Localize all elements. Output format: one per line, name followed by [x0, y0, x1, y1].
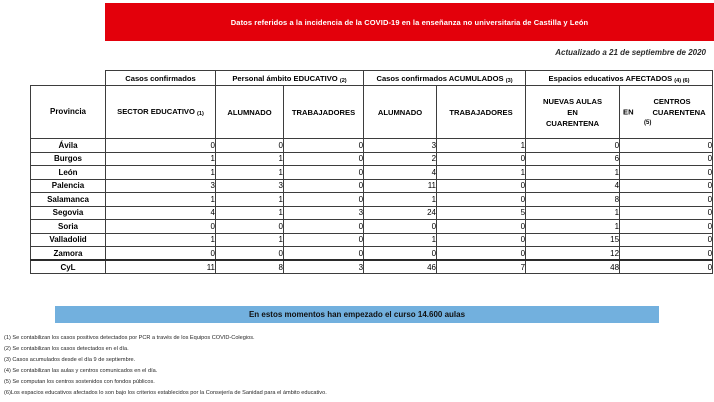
- cell-nuevas-aulas-cuarentena: 1: [526, 206, 620, 220]
- column-header-centros-line1: CENTROS: [653, 97, 691, 107]
- cell-trabajadores-acumulado: 0: [437, 247, 526, 261]
- table-sub-header-row: [31, 86, 713, 139]
- cell-centros-cuarentena: 0: [620, 179, 713, 193]
- covid-education-table: [30, 70, 713, 274]
- column-header-trabajadores-acumulado-label: TRABAJADORES: [449, 107, 513, 117]
- table-row: [31, 179, 713, 193]
- column-header-alumnado-acumulado: [364, 86, 437, 139]
- footnote-2: (2) Se contabilizan los casos detectados en el día.: [4, 346, 129, 353]
- column-header-alumnado-personal: [216, 86, 284, 139]
- cell-trabajadores-personal: 0: [284, 179, 364, 193]
- cell-alumnado-acumulado: 0: [364, 220, 437, 234]
- cell-centros-cuarentena: 0: [620, 233, 713, 247]
- cell-trabajadores-acumulado: 5: [437, 206, 526, 220]
- cell-centros-cuarentena: 0: [620, 139, 713, 153]
- table-row: [31, 166, 713, 180]
- column-header-centros-line3: (5): [644, 119, 652, 126]
- cell-trabajadores-personal: 0: [284, 247, 364, 261]
- group-header-casos-acumulados-label: Casos confirmados ACUMULADOS: [376, 73, 504, 83]
- cell-trabajadores-personal: 0: [284, 166, 364, 180]
- cell-alumnado-personal: 1: [216, 233, 284, 247]
- column-header-provincia: [31, 86, 106, 139]
- cell-alumnado-personal: 0: [216, 220, 284, 234]
- cell-alumnado-personal: 3: [216, 179, 284, 193]
- column-header-centros-line2: CUARENTENA: [652, 108, 706, 118]
- cell-alumnado-personal: 1: [216, 206, 284, 220]
- cell-sector-educativo: 0: [106, 247, 216, 261]
- cell-sector-educativo: 1: [106, 193, 216, 207]
- cell-sector-educativo-total: 11: [106, 260, 216, 274]
- cell-alumnado-personal: 1: [216, 152, 284, 166]
- cell-sector-educativo: 4: [106, 206, 216, 220]
- cell-provincia: Zamora: [31, 247, 106, 261]
- cell-provincia: Palencia: [31, 179, 106, 193]
- column-header-sector-educativo: [106, 86, 216, 139]
- cell-trabajadores-personal: 0: [284, 220, 364, 234]
- title-banner-text: Datos referidos a la incidencia de la COVID-19 en la enseñanza no universitaria de Castilla y León: [230, 17, 589, 27]
- cell-provincia: Segovia: [31, 206, 106, 220]
- cell-trabajadores-acumulado: 0: [437, 179, 526, 193]
- footnote-1: (1) Se contabilizan los casos positivos detectados por PCR a través de los Equipos COVID-Colegios.: [4, 335, 255, 341]
- cell-trabajadores-personal: 0: [284, 233, 364, 247]
- cell-centros-cuarentena: 0: [620, 193, 713, 207]
- cell-alumnado-personal: 1: [216, 166, 284, 180]
- table-body: [31, 139, 713, 274]
- column-header-centros-stack: [634, 96, 710, 128]
- cell-trabajadores-personal: 0: [284, 193, 364, 207]
- group-header-spacer: [31, 71, 106, 86]
- cell-alumnado-acumulado: 3: [364, 139, 437, 153]
- cell-alumnado-acumulado: 1: [364, 233, 437, 247]
- group-header-casos-confirmados-label: Casos confirmados: [125, 73, 196, 83]
- cell-sector-educativo: 1: [106, 233, 216, 247]
- table-row: [31, 152, 713, 166]
- cell-nuevas-aulas-cuarentena-total: 48: [526, 260, 620, 274]
- footnote-5: (5) Se computan los centros sostenidos con fondos públicos.: [4, 379, 155, 386]
- cell-alumnado-acumulado: 0: [364, 247, 437, 261]
- column-header-alumnado-acumulado-label: ALUMNADO: [377, 107, 423, 117]
- column-header-provincia-label: Provincia: [49, 107, 86, 117]
- cell-trabajadores-acumulado: 0: [437, 152, 526, 166]
- cell-trabajadores-acumulado: 0: [437, 193, 526, 207]
- cell-nuevas-aulas-cuarentena: 15: [526, 233, 620, 247]
- cell-trabajadores-acumulado: 0: [437, 220, 526, 234]
- group-header-personal-educativo-label: Personal ámbito EDUCATIVO: [232, 73, 338, 83]
- column-header-nuevas-aulas-cuarentena: [526, 86, 620, 139]
- footnotes-list: [4, 336, 710, 402]
- cell-alumnado-acumulado-total: 46: [364, 260, 437, 274]
- cell-nuevas-aulas-cuarentena: 12: [526, 247, 620, 261]
- cell-trabajadores-personal: 0: [284, 152, 364, 166]
- cell-trabajadores-acumulado: 1: [437, 166, 526, 180]
- column-header-nuevas-aulas-line1: NUEVAS AULAS: [542, 96, 603, 106]
- column-header-centros-en-label: EN: [623, 107, 634, 117]
- cell-nuevas-aulas-cuarentena: 0: [526, 139, 620, 153]
- cell-trabajadores-personal: 3: [284, 206, 364, 220]
- table-group-header-row: [31, 71, 713, 86]
- column-header-trabajadores-acumulado: [437, 86, 526, 139]
- cell-nuevas-aulas-cuarentena: 8: [526, 193, 620, 207]
- group-header-casos-acumulados: [364, 71, 526, 86]
- cell-centros-cuarentena: 0: [620, 152, 713, 166]
- cell-centros-cuarentena-total: 0: [620, 260, 713, 274]
- cell-centros-cuarentena: 0: [620, 220, 713, 234]
- cell-nuevas-aulas-cuarentena: 6: [526, 152, 620, 166]
- table-row: [31, 206, 713, 220]
- cell-trabajadores-acumulado: 1: [437, 139, 526, 153]
- cell-nuevas-aulas-cuarentena: 1: [526, 220, 620, 234]
- cell-alumnado-personal: 1: [216, 193, 284, 207]
- cell-provincia: Soria: [31, 220, 106, 234]
- table-row: [31, 193, 713, 207]
- column-header-alumnado-personal-label: ALUMNADO: [227, 107, 272, 117]
- cell-alumnado-acumulado: 4: [364, 166, 437, 180]
- column-header-trabajadores-personal-label: TRABAJADORES: [291, 107, 356, 117]
- cell-provincia: Valladolid: [31, 233, 106, 247]
- group-header-personal-educativo-note: (2): [339, 77, 347, 84]
- cell-centros-cuarentena: 0: [620, 166, 713, 180]
- column-header-trabajadores-personal: [284, 86, 364, 139]
- cell-trabajadores-acumulado-total: 7: [437, 260, 526, 274]
- footnote-3: (3) Casos acumulados desde el día 9 de septiembre.: [4, 357, 136, 364]
- cell-centros-cuarentena: 0: [620, 247, 713, 261]
- classrooms-started-banner: [55, 306, 659, 323]
- cell-nuevas-aulas-cuarentena: 4: [526, 179, 620, 193]
- cell-alumnado-personal-total: 8: [216, 260, 284, 274]
- cell-provincia: Salamanca: [31, 193, 106, 207]
- column-header-sector-educativo-note: (1): [197, 111, 204, 118]
- classrooms-started-banner-text: En estos momentos han empezado el curso 14.600 aulas: [248, 310, 466, 319]
- group-header-espacios-afectados-label: Espacios educativos AFECTADOS: [548, 73, 673, 83]
- cell-alumnado-acumulado: 1: [364, 193, 437, 207]
- cell-centros-cuarentena: 0: [620, 206, 713, 220]
- cell-sector-educativo: 1: [106, 166, 216, 180]
- footnote-6: (6)Los espacios educativos afectados lo son bajo los criterios establecidos por la Consejería de Sanidad para el ámbito educativo.: [4, 390, 327, 397]
- cell-sector-educativo: 1: [106, 152, 216, 166]
- group-header-personal-educativo: [216, 71, 364, 86]
- cell-alumnado-acumulado: 2: [364, 152, 437, 166]
- cell-sector-educativo: 3: [106, 179, 216, 193]
- title-banner: [105, 3, 714, 41]
- cell-provincia: León: [31, 166, 106, 180]
- column-header-nuevas-aulas-line2: EN: [567, 107, 578, 117]
- cell-alumnado-personal: 0: [216, 247, 284, 261]
- table-row: [31, 139, 713, 153]
- cell-trabajadores-personal-total: 3: [284, 260, 364, 274]
- last-updated-label: Actualizado a 21 de septiembre de 2020: [555, 48, 706, 57]
- footnote-4: (4) Se contabilizan las aulas y centros comunicados en el día.: [4, 368, 158, 375]
- column-header-centros-cuarentena: [620, 86, 713, 139]
- column-header-sector-educativo-label: SECTOR EDUCATIVO: [117, 107, 195, 117]
- cell-alumnado-acumulado: 11: [364, 179, 437, 193]
- table-total-row: [31, 260, 713, 274]
- cell-alumnado-acumulado: 24: [364, 206, 437, 220]
- cell-sector-educativo: 0: [106, 139, 216, 153]
- group-header-espacios-afectados: [526, 71, 713, 86]
- column-header-nuevas-aulas-line3: CUARENTENA: [545, 118, 600, 128]
- cell-provincia: Burgos: [31, 152, 106, 166]
- group-header-casos-acumulados-note: (3): [505, 77, 513, 84]
- cell-sector-educativo: 0: [106, 220, 216, 234]
- covid-education-table-wrapper: [30, 70, 712, 274]
- cell-provincia-total: CyL: [31, 260, 106, 274]
- table-row: [31, 247, 713, 261]
- group-header-casos-confirmados: [106, 71, 216, 86]
- group-header-espacios-afectados-note: (4) (6): [674, 77, 690, 84]
- cell-provincia: Ávila: [31, 139, 106, 153]
- table-row: [31, 233, 713, 247]
- cell-alumnado-personal: 0: [216, 139, 284, 153]
- cell-trabajadores-acumulado: 0: [437, 233, 526, 247]
- cell-trabajadores-personal: 0: [284, 139, 364, 153]
- table-row: [31, 220, 713, 234]
- cell-nuevas-aulas-cuarentena: 1: [526, 166, 620, 180]
